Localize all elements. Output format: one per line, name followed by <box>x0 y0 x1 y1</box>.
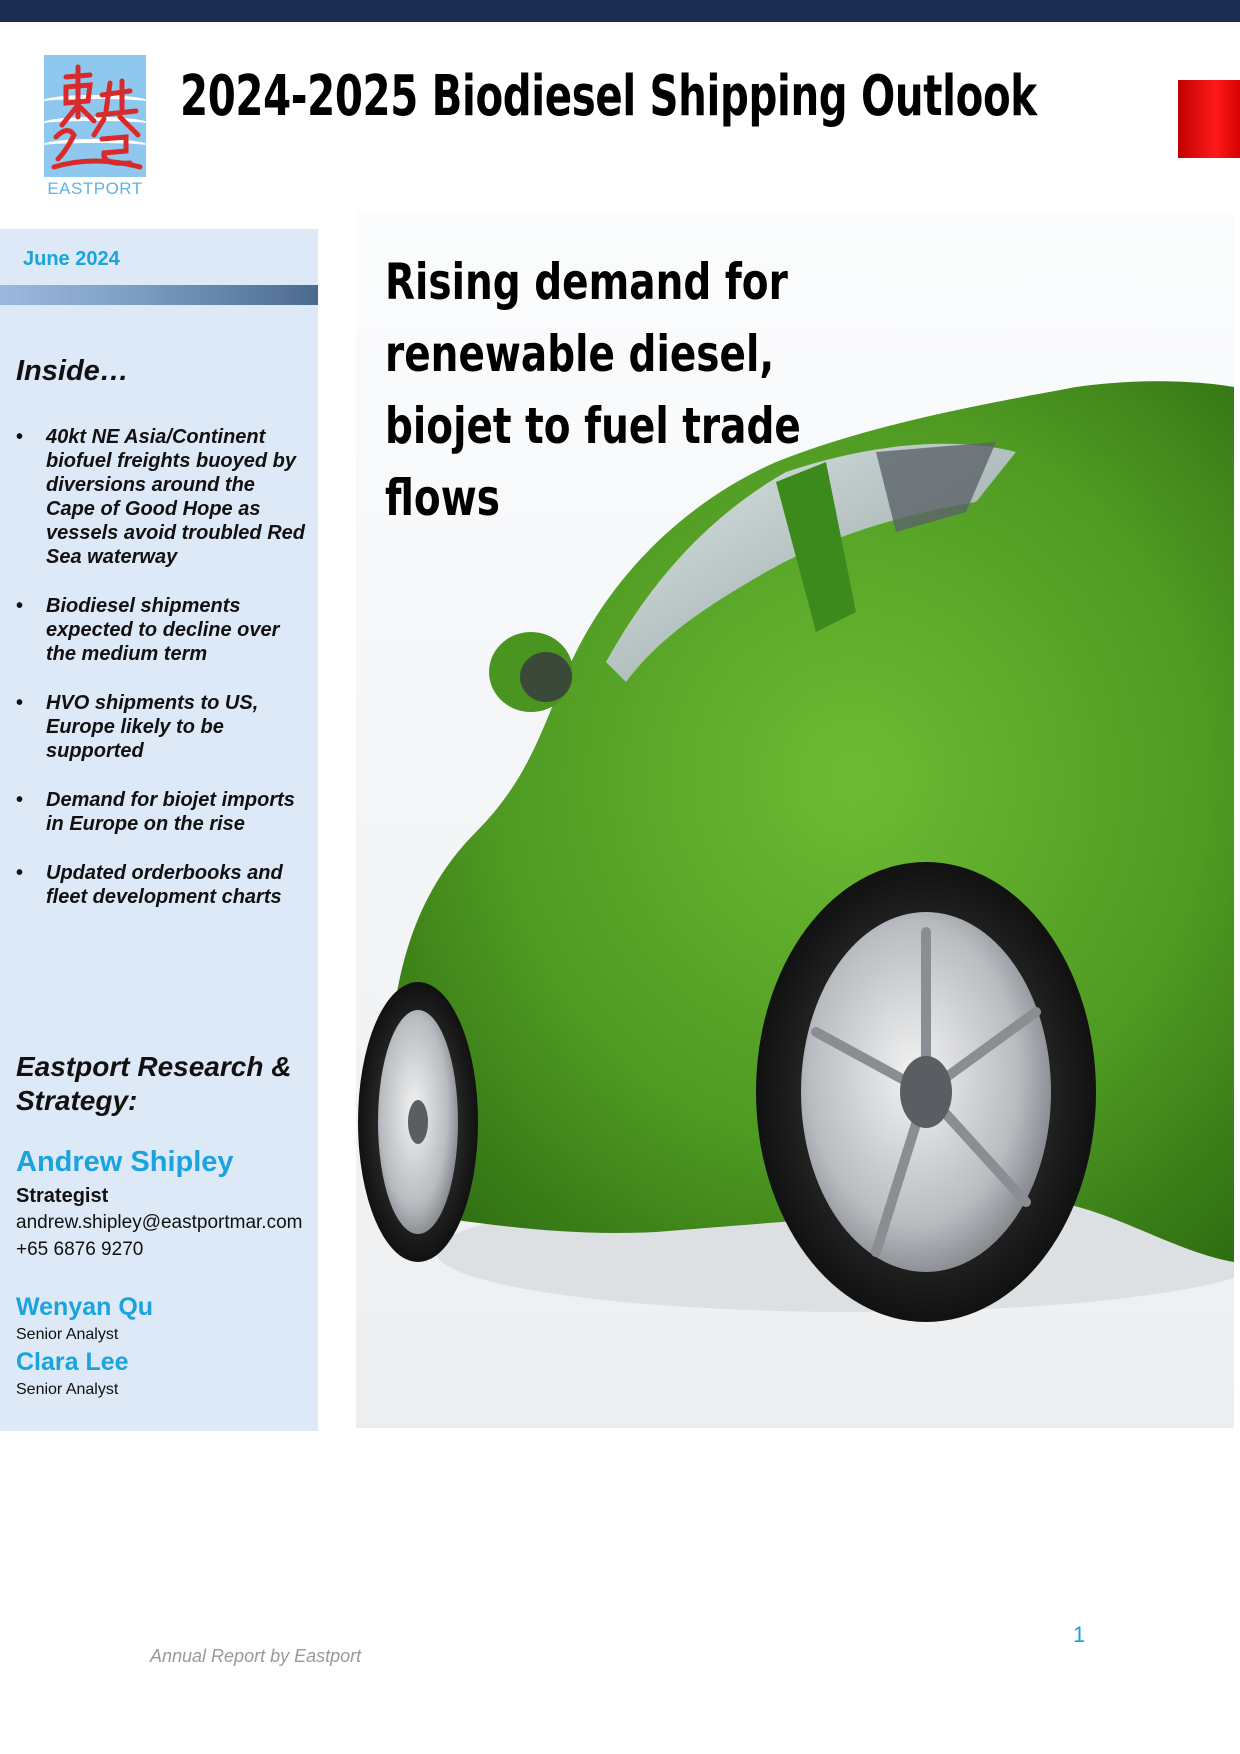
footer-note: Annual Report by Eastport <box>150 1646 362 1666</box>
person-role: Strategist <box>16 1185 109 1207</box>
person-role: Senior Analyst <box>16 1381 119 1398</box>
page-number: 1 <box>1073 1622 1086 1647</box>
cover-headline: Rising demand for renewable diesel, biojet to fuel trade flows <box>385 253 801 527</box>
eastport-logo <box>44 55 146 200</box>
logo-mark <box>44 55 146 177</box>
team-heading: Eastport Research & Strategy: <box>16 1051 292 1116</box>
inside-heading: Inside… <box>16 355 129 387</box>
date-divider-bar <box>0 285 318 305</box>
inside-list-item: • 40kt NE Asia/Continent biofuel freights buoyed by diversions around the Cape of Good Hope as vessels avoid troubled Red Sea waterway <box>16 425 306 569</box>
person-name: Clara Lee <box>16 1348 129 1376</box>
logo-calligraphy-icon <box>44 55 146 177</box>
person-name: Andrew Shipley <box>16 1146 234 1178</box>
red-accent-tab <box>1178 80 1240 158</box>
inside-list <box>16 425 306 934</box>
person-phone: +65 6876 9270 <box>16 1239 144 1260</box>
inside-list-item: • HVO shipments to US, Europe likely to be supported <box>16 691 306 763</box>
inside-list-item: • Biodiesel shipments expected to decline over the medium term <box>16 594 306 666</box>
top-bar <box>0 0 1240 22</box>
inside-list-item: • Demand for biojet imports in Europe on the rise <box>16 788 306 836</box>
inside-list-item: • Updated orderbooks and fleet development charts <box>16 861 306 909</box>
person-name: Wenyan Qu <box>16 1293 154 1321</box>
logo-caption: EASTPORT <box>47 179 143 198</box>
person-email[interactable]: andrew.shipley@eastportmar.com <box>16 1212 303 1233</box>
report-title: 2024-2025 Biodiesel Shipping Outlook <box>180 64 1037 129</box>
issue-date: June 2024 <box>23 248 120 270</box>
person-role: Senior Analyst <box>16 1326 119 1343</box>
